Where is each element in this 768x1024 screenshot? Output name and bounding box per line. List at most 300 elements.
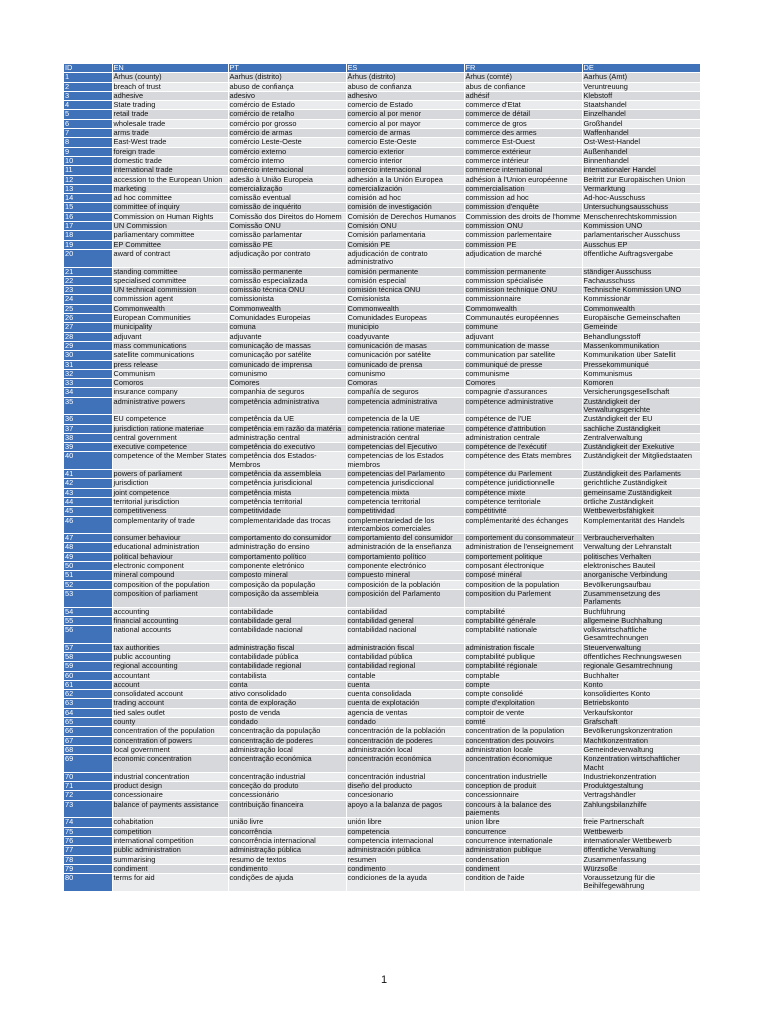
cell-fr: Århus (comté) bbox=[464, 73, 582, 82]
cell-en: specialised committee bbox=[112, 276, 228, 285]
cell-de: Kommissionär bbox=[582, 295, 700, 304]
cell-pt: concentração económica bbox=[228, 755, 346, 773]
cell-en: territorial jurisdiction bbox=[112, 497, 228, 506]
cell-pt: comissionista bbox=[228, 295, 346, 304]
cell-fr: Comores bbox=[464, 379, 582, 388]
cell-de: Vermarktung bbox=[582, 184, 700, 193]
cell-de: Kommunikation über Satellit bbox=[582, 351, 700, 360]
cell-de: Produktgestaltung bbox=[582, 782, 700, 791]
cell-es: Århus (distrito) bbox=[346, 73, 464, 82]
cell-de: Technische Kommission UNO bbox=[582, 286, 700, 295]
cell-en: award of contract bbox=[112, 249, 228, 267]
cell-fr: commune bbox=[464, 323, 582, 332]
cell-pt: administração do ensino bbox=[228, 543, 346, 552]
cell-fr: concentration des pouvoirs bbox=[464, 736, 582, 745]
cell-en: concentration of powers bbox=[112, 736, 228, 745]
cell-en: ad hoc committee bbox=[112, 194, 228, 203]
cell-en: arms trade bbox=[112, 129, 228, 138]
cell-de: Grafschaft bbox=[582, 718, 700, 727]
cell-en: economic concentration bbox=[112, 755, 228, 773]
cell-es: concentración industrial bbox=[346, 772, 464, 781]
cell-id: 60 bbox=[64, 671, 112, 680]
cell-fr: condiment bbox=[464, 864, 582, 873]
table-row bbox=[64, 138, 700, 147]
cell-de: Großhandel bbox=[582, 119, 700, 128]
cell-id: 33 bbox=[64, 379, 112, 388]
cell-de: Aarhus (Amt) bbox=[582, 73, 700, 82]
cell-pt: Comores bbox=[228, 379, 346, 388]
cell-en: balance of payments assistance bbox=[112, 800, 228, 818]
cell-pt: componente eletrónico bbox=[228, 562, 346, 571]
cell-de: Zahlungsbilanzhilfe bbox=[582, 800, 700, 818]
table-row bbox=[64, 552, 700, 561]
cell-en: competitiveness bbox=[112, 507, 228, 516]
cell-en: cohabitation bbox=[112, 818, 228, 827]
cell-es: cuenta consolidada bbox=[346, 690, 464, 699]
cell-en: powers of parliament bbox=[112, 470, 228, 479]
cell-pt: competitividade bbox=[228, 507, 346, 516]
cell-en: competition bbox=[112, 827, 228, 836]
cell-fr: composition du Parlement bbox=[464, 589, 582, 607]
table-row bbox=[64, 662, 700, 671]
table-row bbox=[64, 175, 700, 184]
cell-pt: condimento bbox=[228, 864, 346, 873]
cell-de: Industriekonzentration bbox=[582, 772, 700, 781]
cell-pt: união livre bbox=[228, 818, 346, 827]
table-row bbox=[64, 791, 700, 800]
cell-en: competence of the Member States bbox=[112, 452, 228, 470]
cell-de: Behandlungsstoff bbox=[582, 332, 700, 341]
cell-pt: conta de exploração bbox=[228, 699, 346, 708]
cell-pt: concentração industrial bbox=[228, 772, 346, 781]
cell-es: comisión de investigación bbox=[346, 203, 464, 212]
cell-fr: compétence de l'exécutif bbox=[464, 443, 582, 452]
cell-pt: contabilidade bbox=[228, 607, 346, 616]
cell-pt: concorrência bbox=[228, 827, 346, 836]
cell-es: adhesión a la Unión Europea bbox=[346, 175, 464, 184]
cell-fr: commerce des armes bbox=[464, 129, 582, 138]
cell-id: 3 bbox=[64, 91, 112, 100]
cell-id: 43 bbox=[64, 488, 112, 497]
cell-pt: comissão especializada bbox=[228, 276, 346, 285]
cell-es: comportamiento del consumidor bbox=[346, 534, 464, 543]
cell-id: 73 bbox=[64, 800, 112, 818]
table-row bbox=[64, 212, 700, 221]
cell-de: elektronisches Bauteil bbox=[582, 562, 700, 571]
cell-fr: comptable bbox=[464, 671, 582, 680]
cell-id: 70 bbox=[64, 772, 112, 781]
cell-pt: comércio de Estado bbox=[228, 101, 346, 110]
cell-id: 75 bbox=[64, 827, 112, 836]
cell-en: product design bbox=[112, 782, 228, 791]
table-row bbox=[64, 323, 700, 332]
cell-fr: commerce Est-Ouest bbox=[464, 138, 582, 147]
cell-en: tied sales outlet bbox=[112, 708, 228, 717]
cell-de: Kommunismus bbox=[582, 369, 700, 378]
cell-id: 28 bbox=[64, 332, 112, 341]
cell-pt: posto de venda bbox=[228, 708, 346, 717]
cell-pt: comissão PE bbox=[228, 240, 346, 249]
cell-es: competitividad bbox=[346, 507, 464, 516]
cell-fr: adjudication de marché bbox=[464, 249, 582, 267]
cell-en: breach of trust bbox=[112, 82, 228, 91]
cell-en: industrial concentration bbox=[112, 772, 228, 781]
cell-fr: concentration économique bbox=[464, 755, 582, 773]
cell-de: Klebstoff bbox=[582, 91, 700, 100]
cell-pt: comércio de armas bbox=[228, 129, 346, 138]
cell-pt: contabilista bbox=[228, 671, 346, 680]
cell-pt: competência da assembleia bbox=[228, 470, 346, 479]
cell-id: 16 bbox=[64, 212, 112, 221]
cell-de: Buchhalter bbox=[582, 671, 700, 680]
cell-en: Århus (county) bbox=[112, 73, 228, 82]
cell-id: 69 bbox=[64, 755, 112, 773]
cell-pt: comércio Leste-Oeste bbox=[228, 138, 346, 147]
cell-fr: conception de produit bbox=[464, 782, 582, 791]
cell-en: executive competence bbox=[112, 443, 228, 452]
table-row bbox=[64, 166, 700, 175]
cell-en: summarising bbox=[112, 855, 228, 864]
cell-id: 61 bbox=[64, 680, 112, 689]
cell-de: Machtkonzentration bbox=[582, 736, 700, 745]
cell-en: public administration bbox=[112, 846, 228, 855]
cell-en: committee of inquiry bbox=[112, 203, 228, 212]
cell-id: 29 bbox=[64, 341, 112, 350]
cell-fr: administration de l'enseignement bbox=[464, 543, 582, 552]
cell-en: county bbox=[112, 718, 228, 727]
cell-de: politisches Verhalten bbox=[582, 552, 700, 561]
cell-es: cuenta bbox=[346, 680, 464, 689]
cell-id: 65 bbox=[64, 718, 112, 727]
table-row bbox=[64, 755, 700, 773]
cell-es: composición de la población bbox=[346, 580, 464, 589]
cell-es: unión libre bbox=[346, 818, 464, 827]
cell-es: contabilidad bbox=[346, 607, 464, 616]
table-row bbox=[64, 194, 700, 203]
cell-es: competencia administrativa bbox=[346, 397, 464, 415]
cell-en: international competition bbox=[112, 836, 228, 845]
cell-en: composition of the population bbox=[112, 580, 228, 589]
cell-pt: Commonwealth bbox=[228, 304, 346, 313]
cell-en: account bbox=[112, 680, 228, 689]
cell-es: municipio bbox=[346, 323, 464, 332]
table-row bbox=[64, 351, 700, 360]
cell-pt: comportamento político bbox=[228, 552, 346, 561]
cell-pt: competência administrativa bbox=[228, 397, 346, 415]
cell-pt: composição da população bbox=[228, 580, 346, 589]
cell-en: financial accounting bbox=[112, 616, 228, 625]
table-row bbox=[64, 73, 700, 82]
cell-fr: complémentarité des échanges bbox=[464, 516, 582, 534]
cell-id: 51 bbox=[64, 571, 112, 580]
cell-fr: condition de l'aide bbox=[464, 874, 582, 892]
cell-fr: commission ONU bbox=[464, 222, 582, 231]
cell-id: 24 bbox=[64, 295, 112, 304]
table-row bbox=[64, 488, 700, 497]
cell-es: Commonwealth bbox=[346, 304, 464, 313]
cell-id: 79 bbox=[64, 864, 112, 873]
cell-pt: adjudicação por contrato bbox=[228, 249, 346, 267]
cell-en: joint competence bbox=[112, 488, 228, 497]
cell-es: concentración económica bbox=[346, 755, 464, 773]
cell-es: comercialización bbox=[346, 184, 464, 193]
cell-es: concentración de poderes bbox=[346, 736, 464, 745]
table-row bbox=[64, 91, 700, 100]
cell-en: local government bbox=[112, 745, 228, 754]
cell-fr: adhésion à l'Union européenne bbox=[464, 175, 582, 184]
table-row bbox=[64, 443, 700, 452]
header-es: ES bbox=[346, 64, 464, 73]
cell-id: 36 bbox=[64, 415, 112, 424]
cell-es: contabilidad pública bbox=[346, 653, 464, 662]
cell-es: compañía de seguros bbox=[346, 388, 464, 397]
cell-pt: administração local bbox=[228, 745, 346, 754]
table-row bbox=[64, 479, 700, 488]
cell-fr: comportement politique bbox=[464, 552, 582, 561]
cell-fr: commission parlementaire bbox=[464, 231, 582, 240]
cell-de: Waffenhandel bbox=[582, 129, 700, 138]
cell-fr: adhésif bbox=[464, 91, 582, 100]
cell-pt: contribuição financeira bbox=[228, 800, 346, 818]
cell-de: Konzentration wirtschaftlicher Macht bbox=[582, 755, 700, 773]
cell-de: Zusammensetzung des Parlaments bbox=[582, 589, 700, 607]
cell-en: consolidated account bbox=[112, 690, 228, 699]
cell-pt: adjuvante bbox=[228, 332, 346, 341]
cell-id: 7 bbox=[64, 129, 112, 138]
table-row bbox=[64, 369, 700, 378]
cell-fr: communiqué de presse bbox=[464, 360, 582, 369]
cell-de: gerichtliche Zuständigkeit bbox=[582, 479, 700, 488]
cell-de: Beitritt zur Europäischen Union bbox=[582, 175, 700, 184]
cell-es: complementariedad de los intercambios comerciales bbox=[346, 516, 464, 534]
table-row bbox=[64, 874, 700, 892]
cell-pt: administração pública bbox=[228, 846, 346, 855]
cell-es: concesionario bbox=[346, 791, 464, 800]
cell-de: freie Partnerschaft bbox=[582, 818, 700, 827]
cell-pt: administração central bbox=[228, 433, 346, 442]
cell-id: 48 bbox=[64, 543, 112, 552]
cell-de: Zuständigkeit des Parlaments bbox=[582, 470, 700, 479]
cell-pt: adesão à União Europeia bbox=[228, 175, 346, 184]
cell-de: Verbraucherverhalten bbox=[582, 534, 700, 543]
cell-es: administración local bbox=[346, 745, 464, 754]
cell-pt: comércio interno bbox=[228, 156, 346, 165]
table-row bbox=[64, 571, 700, 580]
cell-es: competencia bbox=[346, 827, 464, 836]
cell-pt: Aarhus (distrito) bbox=[228, 73, 346, 82]
cell-es: Comoras bbox=[346, 379, 464, 388]
cell-fr: commission d'enquête bbox=[464, 203, 582, 212]
cell-en: complementarity of trade bbox=[112, 516, 228, 534]
table-row bbox=[64, 516, 700, 534]
cell-id: 9 bbox=[64, 147, 112, 156]
cell-en: mass communications bbox=[112, 341, 228, 350]
cell-id: 8 bbox=[64, 138, 112, 147]
cell-fr: compagnie d'assurances bbox=[464, 388, 582, 397]
cell-fr: commerce de gros bbox=[464, 119, 582, 128]
cell-es: competencia territorial bbox=[346, 497, 464, 506]
table-row bbox=[64, 580, 700, 589]
cell-pt: composição da assembleia bbox=[228, 589, 346, 607]
cell-de: Ausschus EP bbox=[582, 240, 700, 249]
cell-id: 18 bbox=[64, 231, 112, 240]
cell-en: condiment bbox=[112, 864, 228, 873]
cell-de: örtliche Zuständigkeit bbox=[582, 497, 700, 506]
cell-id: 10 bbox=[64, 156, 112, 165]
cell-id: 13 bbox=[64, 184, 112, 193]
cell-es: comportamiento político bbox=[346, 552, 464, 561]
cell-es: contable bbox=[346, 671, 464, 680]
cell-de: Staatshandel bbox=[582, 101, 700, 110]
cell-pt: concessionário bbox=[228, 791, 346, 800]
cell-id: 12 bbox=[64, 175, 112, 184]
cell-es: Comisión PE bbox=[346, 240, 464, 249]
cell-fr: Commission des droits de l'homme bbox=[465, 212, 581, 221]
cell-de: regionale Gesamtrechnung bbox=[582, 662, 700, 671]
cell-fr: comté bbox=[464, 718, 582, 727]
cell-es: Comisión de Derechos Humanos bbox=[346, 212, 464, 221]
cell-id: 62 bbox=[64, 690, 112, 699]
cell-es: comisión especial bbox=[346, 276, 464, 285]
cell-es: comercio al por menor bbox=[346, 110, 464, 119]
cell-pt: comércio de retalho bbox=[228, 110, 346, 119]
cell-fr: compétence d'attribution bbox=[464, 424, 582, 433]
cell-pt: complementaridade das trocas bbox=[228, 516, 346, 534]
table-row bbox=[64, 589, 700, 607]
cell-pt: comércio internacional bbox=[228, 166, 346, 175]
cell-id: 22 bbox=[64, 276, 112, 285]
table-row bbox=[64, 507, 700, 516]
glossary-table bbox=[64, 64, 701, 892]
cell-fr: commercialisation bbox=[464, 184, 582, 193]
cell-es: composición del Parlamento bbox=[346, 589, 464, 607]
cell-pt: comportamento do consumidor bbox=[228, 534, 346, 543]
cell-es: competencia de la UE bbox=[346, 415, 464, 424]
table-row bbox=[64, 379, 700, 388]
cell-de: Europäische Gemeinschaften bbox=[582, 314, 700, 323]
cell-id: 37 bbox=[64, 424, 112, 433]
cell-es: administración fiscal bbox=[346, 643, 464, 652]
cell-id: 46 bbox=[64, 516, 112, 534]
cell-fr: composé minéral bbox=[464, 571, 582, 580]
cell-de: Zuständigkeit der EU bbox=[582, 415, 700, 424]
cell-de: Zuständigkeit der Verwaltungsgerichte bbox=[582, 397, 700, 415]
cell-pt: composto mineral bbox=[228, 571, 346, 580]
cell-fr: commerce intérieur bbox=[464, 156, 582, 165]
cell-pt: comércio externo bbox=[228, 147, 346, 156]
cell-de: Wettbewerbsfähigkeit bbox=[582, 507, 700, 516]
cell-id: 35 bbox=[64, 397, 112, 415]
cell-es: competencia jurisdiccional bbox=[346, 479, 464, 488]
cell-es: contabilidad general bbox=[346, 616, 464, 625]
cell-es: componente electrónico bbox=[346, 562, 464, 571]
cell-es: contabilidad regional bbox=[346, 662, 464, 671]
cell-de: Veruntreuung bbox=[582, 82, 700, 91]
cell-pt: Comunidades Europeias bbox=[228, 314, 346, 323]
cell-en: standing committee bbox=[112, 267, 228, 276]
cell-id: 45 bbox=[64, 507, 112, 516]
cell-es: competencia mixta bbox=[346, 488, 464, 497]
table-row bbox=[64, 332, 700, 341]
cell-en: national accounts bbox=[112, 626, 228, 644]
cell-fr: concours à la balance des paiements bbox=[464, 800, 582, 818]
cell-id: 25 bbox=[64, 304, 112, 313]
cell-en: East-West trade bbox=[112, 138, 228, 147]
cell-pt: condições de ajuda bbox=[228, 874, 346, 892]
cell-id: 66 bbox=[64, 727, 112, 736]
cell-es: administración de la enseñanza bbox=[346, 543, 464, 552]
cell-en: consumer behaviour bbox=[112, 534, 228, 543]
cell-id: 39 bbox=[64, 443, 112, 452]
cell-pt: competência dos Estados-Membros bbox=[228, 452, 346, 470]
cell-fr: comportement du consommateur bbox=[464, 534, 582, 543]
cell-id: 15 bbox=[64, 203, 112, 212]
cell-fr: comptabilité nationale bbox=[464, 626, 582, 644]
table-header bbox=[64, 64, 700, 73]
cell-id: 31 bbox=[64, 360, 112, 369]
cell-pt: administração fiscal bbox=[228, 643, 346, 652]
cell-id: 11 bbox=[64, 166, 112, 175]
cell-en: Commonwealth bbox=[112, 304, 228, 313]
cell-es: comunicación de masas bbox=[346, 341, 464, 350]
cell-en: adjuvant bbox=[112, 332, 228, 341]
table-row bbox=[64, 680, 700, 689]
cell-id: 56 bbox=[64, 626, 112, 644]
cell-fr: commerce extérieur bbox=[464, 147, 582, 156]
cell-id: 55 bbox=[64, 616, 112, 625]
cell-fr: union libre bbox=[464, 818, 582, 827]
cell-fr: compétitivité bbox=[464, 507, 582, 516]
cell-es: administración central bbox=[346, 433, 464, 442]
cell-en: jurisdiction bbox=[112, 479, 228, 488]
cell-pt: comissão eventual bbox=[228, 194, 346, 203]
cell-en: EU competence bbox=[112, 415, 228, 424]
cell-en: commission agent bbox=[112, 295, 228, 304]
table-row bbox=[64, 82, 700, 91]
cell-id: 63 bbox=[64, 699, 112, 708]
cell-pt: contabilidade geral bbox=[228, 616, 346, 625]
cell-fr: concurrence bbox=[464, 827, 582, 836]
cell-es: comunicado de prensa bbox=[346, 360, 464, 369]
cell-de: Commonwealth bbox=[582, 304, 700, 313]
table-body bbox=[64, 73, 700, 891]
cell-fr: administration locale bbox=[464, 745, 582, 754]
cell-id: 17 bbox=[64, 222, 112, 231]
cell-fr: compétence administrative bbox=[464, 397, 582, 415]
cell-en: jurisdiction ratione materiae bbox=[112, 424, 228, 433]
cell-de: Versicherungsgesellschaft bbox=[582, 388, 700, 397]
cell-es: competencias del Parlamento bbox=[346, 470, 464, 479]
cell-de: Zuständigkeit der Mitgliedstaaten bbox=[582, 452, 700, 470]
cell-de: Vertragshändler bbox=[582, 791, 700, 800]
cell-pt: contabilidade nacional bbox=[228, 626, 346, 644]
cell-de: Außenhandel bbox=[582, 147, 700, 156]
cell-fr: compétence des États membres bbox=[464, 452, 582, 470]
cell-fr: commerce de détail bbox=[464, 110, 582, 119]
header-de: DE bbox=[582, 64, 700, 73]
table-row bbox=[64, 497, 700, 506]
cell-en: terms for aid bbox=[112, 874, 228, 892]
cell-id: 47 bbox=[64, 534, 112, 543]
cell-id: 50 bbox=[64, 562, 112, 571]
table-row bbox=[64, 534, 700, 543]
cell-es: agencia de ventas bbox=[346, 708, 464, 717]
cell-pt: Comissão ONU bbox=[228, 222, 346, 231]
cell-id: 53 bbox=[64, 589, 112, 607]
cell-de: sachliche Zuständigkeit bbox=[582, 424, 700, 433]
cell-de: Verwaltung der Lehranstalt bbox=[582, 543, 700, 552]
cell-es: adjudicación de contrato administrativo bbox=[346, 249, 464, 267]
